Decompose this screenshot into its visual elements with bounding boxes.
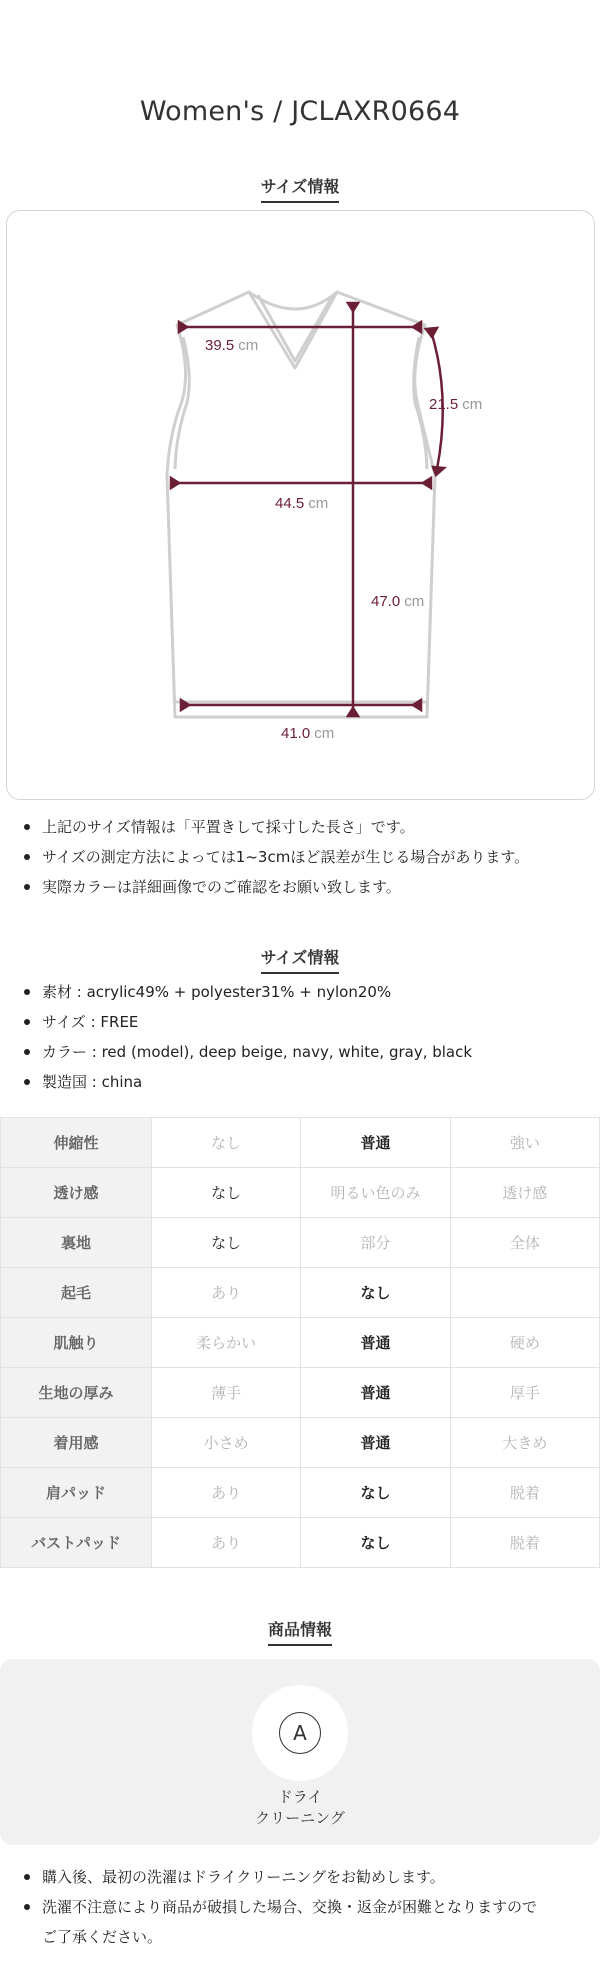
fabric-row bbox=[1, 1518, 600, 1568]
size-info-heading bbox=[0, 174, 600, 203]
fabric-attribute-table bbox=[0, 1117, 600, 1568]
fabric-option: 明るい色のみ bbox=[301, 1168, 450, 1218]
fabric-option: なし bbox=[301, 1268, 450, 1318]
size-note: 上記のサイズ情報は「平置きして採寸した長さ」です。 bbox=[22, 812, 582, 842]
care-note-continued bbox=[22, 1922, 582, 1952]
fabric-row-label: 生地の厚み bbox=[1, 1368, 152, 1418]
length-measure-label: 47.0 cm bbox=[371, 593, 425, 610]
fabric-option: 脱着 bbox=[450, 1518, 599, 1568]
fabric-row bbox=[1, 1118, 600, 1168]
fabric-row-label: 肌触り bbox=[1, 1318, 152, 1368]
size-info-heading-text: サイズ情報 bbox=[261, 174, 340, 203]
arrowhead bbox=[171, 478, 179, 488]
product-info-heading bbox=[0, 1617, 600, 1646]
care-label-line2: クリーニング bbox=[255, 1809, 345, 1827]
arrowhead bbox=[348, 708, 358, 716]
fabric-row bbox=[1, 1418, 600, 1468]
fabric-row-label: 透け感 bbox=[1, 1168, 152, 1218]
fabric-option: 大きめ bbox=[450, 1418, 599, 1468]
fabric-option: 脱着 bbox=[450, 1468, 599, 1518]
fabric-option: 柔らかい bbox=[152, 1318, 301, 1368]
care-box bbox=[0, 1659, 600, 1845]
fabric-option: なし bbox=[301, 1468, 450, 1518]
fabric-option: 薄手 bbox=[152, 1368, 301, 1418]
arrowhead bbox=[348, 303, 358, 311]
spec-size: サイズ : FREE bbox=[22, 1007, 582, 1037]
fabric-option: 普通 bbox=[301, 1418, 450, 1468]
fabric-option: 強い bbox=[450, 1118, 599, 1168]
fabric-row bbox=[1, 1368, 600, 1418]
fabric-option: なし bbox=[301, 1518, 450, 1568]
shoulder-measure-label: 39.5 cm bbox=[205, 337, 259, 354]
fabric-row bbox=[1, 1218, 600, 1268]
size-diagram bbox=[6, 210, 595, 800]
fabric-option: 透け感 bbox=[450, 1168, 599, 1218]
fabric-option: 普通 bbox=[301, 1118, 450, 1168]
fabric-option: 普通 bbox=[301, 1368, 450, 1418]
size-note: 実際カラーは詳細画像でのご確認をお願い致します。 bbox=[22, 872, 582, 902]
fabric-row bbox=[1, 1268, 600, 1318]
fabric-row-label: バストパッド bbox=[1, 1518, 152, 1568]
fabric-option: あり bbox=[152, 1268, 301, 1318]
care-notes-list bbox=[22, 1862, 582, 1952]
product-info-heading-text: 商品情報 bbox=[268, 1617, 332, 1646]
arrowhead bbox=[179, 322, 187, 332]
fabric-row-label: 伸縮性 bbox=[1, 1118, 152, 1168]
product-title: Women's / JCLAXR0664 bbox=[139, 96, 461, 127]
hem-measure-label: 41.0 cm bbox=[281, 725, 335, 742]
fabric-option: 普通 bbox=[301, 1318, 450, 1368]
fabric-row bbox=[1, 1468, 600, 1518]
fabric-option: 部分 bbox=[301, 1218, 450, 1268]
care-note-continued-text: ご了承ください。 bbox=[42, 1928, 163, 1946]
arrowhead bbox=[413, 322, 421, 332]
fabric-row-label: 着用感 bbox=[1, 1418, 152, 1468]
chest-measure-label: 44.5 cm bbox=[275, 495, 329, 512]
size-notes-list bbox=[22, 812, 582, 902]
fabric-row bbox=[1, 1318, 600, 1368]
fabric-option: あり bbox=[152, 1518, 301, 1568]
fabric-option: 全体 bbox=[450, 1218, 599, 1268]
care-note: 購入後、最初の洗濯はドライクリーニングをお勧めします。 bbox=[22, 1862, 582, 1892]
fabric-option: 厚手 bbox=[450, 1368, 599, 1418]
spec-list bbox=[22, 977, 582, 1097]
dry-clean-icon bbox=[252, 1685, 348, 1781]
arrowhead bbox=[426, 328, 437, 337]
fabric-option: なし bbox=[152, 1218, 301, 1268]
arrowhead bbox=[433, 467, 444, 475]
care-label bbox=[0, 1787, 600, 1829]
fabric-option bbox=[450, 1268, 599, 1318]
spec-heading-text: サイズ情報 bbox=[261, 945, 340, 974]
spec-color: カラー : red (model), deep beige, navy, white, gray, black bbox=[22, 1037, 582, 1067]
fabric-option: あり bbox=[152, 1468, 301, 1518]
fabric-option: なし bbox=[152, 1118, 301, 1168]
care-note: 洗濯不注意により商品が破損した場合、交換・返金が困難となりますので bbox=[22, 1892, 582, 1922]
fabric-row bbox=[1, 1168, 600, 1218]
spec-material: 素材 : acrylic49% + polyester31% + nylon20% bbox=[22, 977, 582, 1007]
fabric-option: なし bbox=[152, 1168, 301, 1218]
size-note: サイズの測定方法によっては1~3cmほど誤差が生じる場合があります。 bbox=[22, 842, 582, 872]
spec-heading bbox=[0, 945, 600, 974]
care-symbol: A bbox=[279, 1712, 321, 1754]
fabric-row-label: 起毛 bbox=[1, 1268, 152, 1318]
fabric-option: 小さめ bbox=[152, 1418, 301, 1468]
fabric-row-label: 裏地 bbox=[1, 1218, 152, 1268]
spec-origin: 製造国 : china bbox=[22, 1067, 582, 1097]
vest-diagram-svg bbox=[7, 211, 596, 801]
armhole-measure-label: 21.5 cm bbox=[429, 396, 483, 413]
fabric-option: 硬め bbox=[450, 1318, 599, 1368]
arrowhead bbox=[423, 478, 431, 488]
care-label-line1: ドライ bbox=[277, 1788, 323, 1806]
fabric-row-label: 肩パッド bbox=[1, 1468, 152, 1518]
